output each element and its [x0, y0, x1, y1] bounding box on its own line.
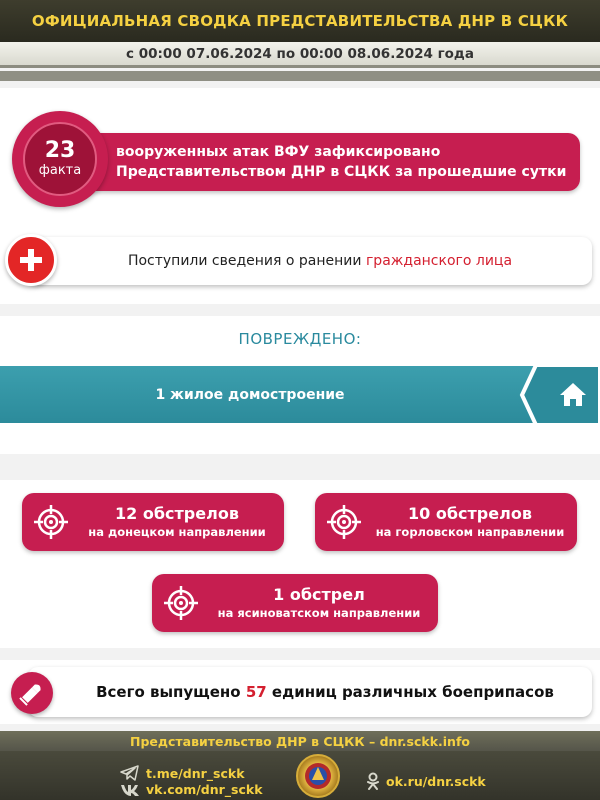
- shelling-direction: на донецком направлении: [88, 525, 266, 539]
- shelling-direction: на ясиноватском направлении: [217, 606, 421, 620]
- attacks-line-2: Представительством ДНР в СЦКК за прошедшие сутки: [116, 164, 567, 180]
- vk-icon: [120, 783, 140, 797]
- ammo-badge: [11, 672, 53, 714]
- medical-cross-icon: [5, 234, 57, 286]
- damaged-bar: [0, 366, 560, 423]
- emblem-icon: [298, 756, 338, 796]
- attacks-count-inner: [23, 122, 97, 196]
- attacks-unit: факта: [38, 163, 82, 178]
- footer-site-bar: [0, 731, 600, 751]
- shelling-count: 12 обстрелов: [115, 504, 239, 523]
- telegram-link[interactable]: [120, 765, 245, 781]
- crosshair-icon: [34, 505, 68, 539]
- crosshair-icon: [164, 586, 198, 620]
- page-title: ОФИЦИАЛЬНАЯ СВОДКА ПРЕДСТАВИТЕЛЬСТВА ДНР В СЦКК: [31, 12, 569, 30]
- ammo-text: [96, 683, 554, 701]
- damaged-item: 1 жилое домостроение: [155, 386, 345, 403]
- attacks-count-badge: [12, 111, 108, 207]
- attacks-count: 23: [44, 138, 76, 163]
- injury-highlight: гражданского лица: [365, 253, 513, 269]
- ammo-banner: [28, 667, 592, 717]
- emblem-logo: [296, 754, 340, 798]
- ok-text: ok.ru/dnr.sckk: [386, 773, 486, 789]
- ammo-text-after: единиц различных боеприпасов: [266, 683, 554, 701]
- shelling-count: 1 обстрел: [273, 585, 365, 604]
- date-bar: [0, 42, 600, 68]
- date-range: с 00:00 07.06.2024 по 00:00 08.06.2024 года: [126, 45, 474, 62]
- shelling-donetsk: [22, 493, 284, 551]
- ammo-text-before: Всего выпущено: [96, 683, 246, 701]
- bullet-icon: [11, 672, 53, 714]
- injury-text-before: Поступили сведения о ранении: [127, 253, 366, 269]
- house-icon: [518, 362, 600, 428]
- ammo-number: 57: [245, 683, 267, 701]
- ok-link[interactable]: [366, 772, 486, 790]
- vk-link[interactable]: [120, 782, 263, 797]
- telegram-text: t.me/dnr_sckk: [146, 765, 245, 781]
- injury-banner: [28, 237, 592, 285]
- shelling-gorlovka: [315, 493, 577, 551]
- crosshair-icon: [327, 505, 361, 539]
- header-bar: [0, 0, 600, 42]
- attacks-banner: [70, 133, 580, 191]
- shelling-yasinovataya: [152, 574, 438, 632]
- odnoklassniki-icon: [366, 772, 380, 790]
- shelling-direction: на горловском направлении: [375, 525, 565, 539]
- injury-text: [128, 253, 512, 269]
- damaged-title: ПОВРЕЖДЕНО:: [238, 330, 362, 348]
- footer-site-line: Представительство ДНР в СЦКК – dnr.sckk.info: [130, 733, 470, 749]
- attacks-line-1: вооруженных атак ВФУ зафиксировано: [116, 144, 441, 160]
- shelling-count: 10 обстрелов: [408, 504, 532, 523]
- telegram-icon: [120, 765, 140, 781]
- vk-text: vk.com/dnr_sckk: [146, 782, 263, 797]
- divider-strip: [0, 71, 600, 81]
